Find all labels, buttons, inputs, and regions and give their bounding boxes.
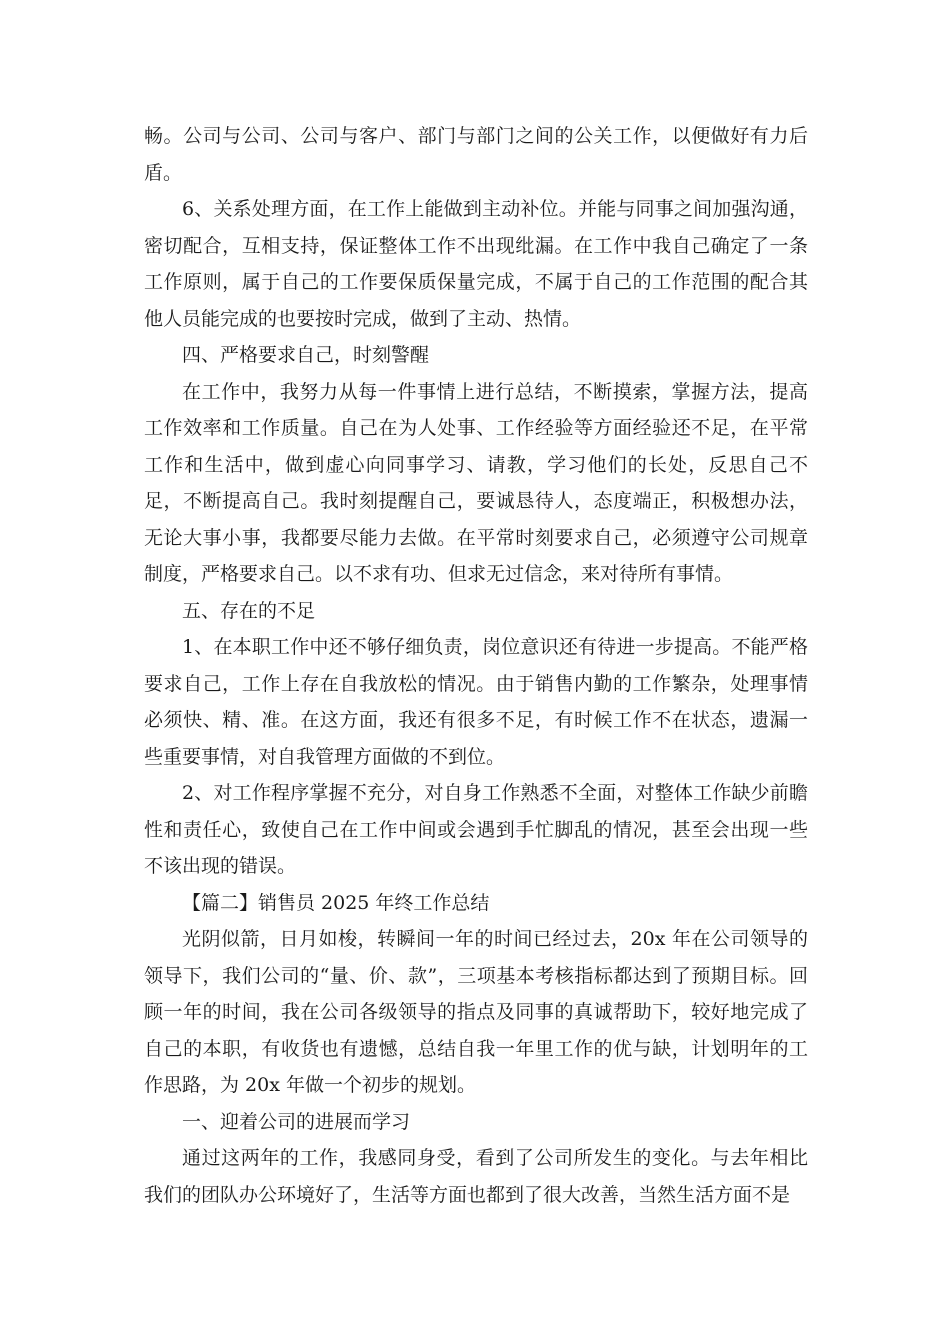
paragraph-intro-part-two: 光阴似箭，日月如梭，转瞬间一年的时间已经过去，20x 年在公司领导的领导下，我们公司的“量、价、款”，三项基本考核指标都达到了预期目标。回顾一年的时间，我在公司各级领导的指点及同事的真诚帮助下，较好地完成了自己的本职，有收货也有遗憾，总结自我一年里工作的优与缺，计划明年的工作思路，为 20x 年做一个初步的规划。 (144, 928, 808, 1096)
section-heading-learning: 一、迎着公司的进展而学习 (182, 1110, 411, 1133)
paragraph-learning: 通过这两年的工作，我感同身受，看到了公司所发生的变化。与去年相比我们的团队办公环境好了，生活等方面也都到了很大改善，当然生活方面不是 (144, 1147, 808, 1206)
document-body (144, 118, 808, 1213)
paragraph-self-discipline: 在工作中，我努力从每一件事情上进行总结，不断摸索，掌握方法，提高工作效率和工作质量。自己在为人处事、工作经验等方面经验还不足，在平常工作和生活中，做到虚心向同事学习、请教，学习他们的长处，反思自己不足，不断提高自己。我时刻提醒自己，要诚恳待人，态度端正，积极想办法，无论大事小事，我都要尽能力去做。在平常时刻要求自己，必须遵守公司规章制度，严格要求自己。以不求有功、但求无过信念，来对待所有事情。 (144, 380, 808, 585)
paragraph-shortcoming-1: 1、在本职工作中还不够仔细负责，岗位意识还有待进一步提高。不能严格要求自己，工作上存在自我放松的情况。由于销售内勤的工作繁杂，处理事情必须快、精、准。在这方面，我还有很多不足，有时候工作不在状态，遗漏一些重要事情，对自我管理方面做的不到位。 (144, 636, 808, 768)
article-title-part-two: 【篇二】销售员 2025 年终工作总结 (182, 891, 490, 914)
paragraph-relationship-handling: 6、关系处理方面，在工作上能做到主动补位。并能与同事之间加强沟通，密切配合，互相支持，保证整体工作不出现纰漏。在工作中我自己确定了一条工作原则，属于自己的工作要保质保量完成，不属于自己的工作范围的配合其他人员能完成的也要按时完成，做到了主动、热情。 (144, 198, 808, 330)
paragraph-continuation: 畅。公司与公司、公司与客户、部门与部门之间的公关工作，以便做好有力后盾。 (144, 125, 808, 184)
section-heading-strict-requirements: 四、严格要求自己，时刻警醒 (182, 344, 430, 366)
section-heading-shortcomings: 五、存在的不足 (182, 599, 316, 622)
paragraph-shortcoming-2: 2、对工作程序掌握不充分，对自身工作熟悉不全面，对整体工作缺少前瞻性和责任心，致使自己在工作中间或会遇到手忙脚乱的情况，甚至会出现一些不该出现的错误。 (144, 782, 808, 877)
